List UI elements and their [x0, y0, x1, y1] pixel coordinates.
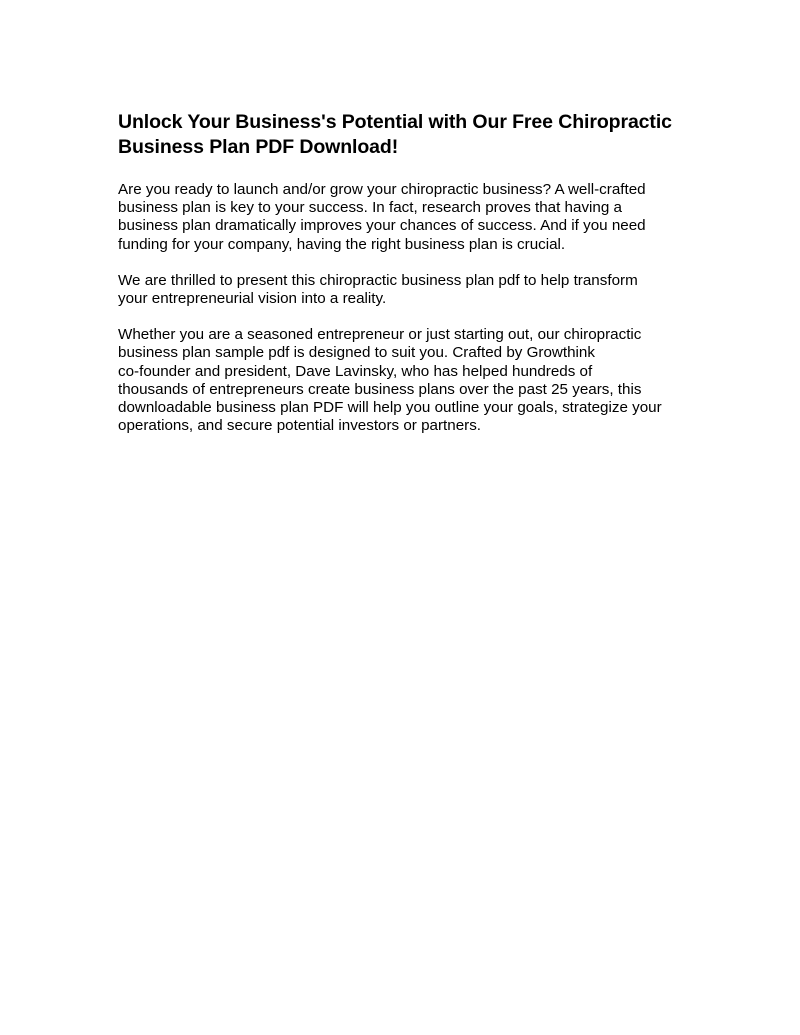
paragraph-1-line-1: Are you ready to launch and/or grow your chiropractic business? A well-crafted [118, 181, 646, 198]
paragraph-2-line-1: We are thrilled to present this chiropractic business plan pdf to help transform [118, 271, 638, 289]
paragraph-3-line-6: operations, and secure potential investors or partners. [118, 417, 482, 435]
document-content [118, 110, 686, 435]
paragraph-3-line-5: downloadable business plan PDF will help you outline your goals, strategize your [118, 399, 662, 417]
title-line-1: Unlock Your Business's Potential with Our Free Chiropractic [118, 111, 672, 133]
paragraph-1-line-2: business plan is key to your success. In fact, research proves that having a [118, 199, 622, 217]
presentation-paragraph [118, 272, 686, 308]
paragraph-3-line-1: Whether you are a seasoned entrepreneur or just starting out, our chiropractic [118, 326, 642, 344]
intro-paragraph [118, 181, 686, 254]
paragraph-1-line-4: funding for your company, having the right business plan is crucial. [118, 235, 566, 253]
paragraph-3-line-2: business plan sample pdf is designed to suit you. Crafted by Growthink [118, 344, 595, 362]
paragraph-3-line-3: co-founder and president, Dave Lavinsky, who has helped hundreds of [118, 362, 593, 380]
title-line-2: Business Plan PDF Download! [118, 136, 399, 158]
paragraph-1-line-3: business plan dramatically improves your chances of success. And if you need [118, 217, 646, 235]
description-paragraph [118, 326, 686, 435]
paragraph-3-line-4: thousands of entrepreneurs create business plans over the past 25 years, this [118, 380, 642, 398]
document-title [118, 110, 686, 160]
paragraph-2-line-2: your entrepreneurial vision into a reality. [118, 290, 387, 308]
